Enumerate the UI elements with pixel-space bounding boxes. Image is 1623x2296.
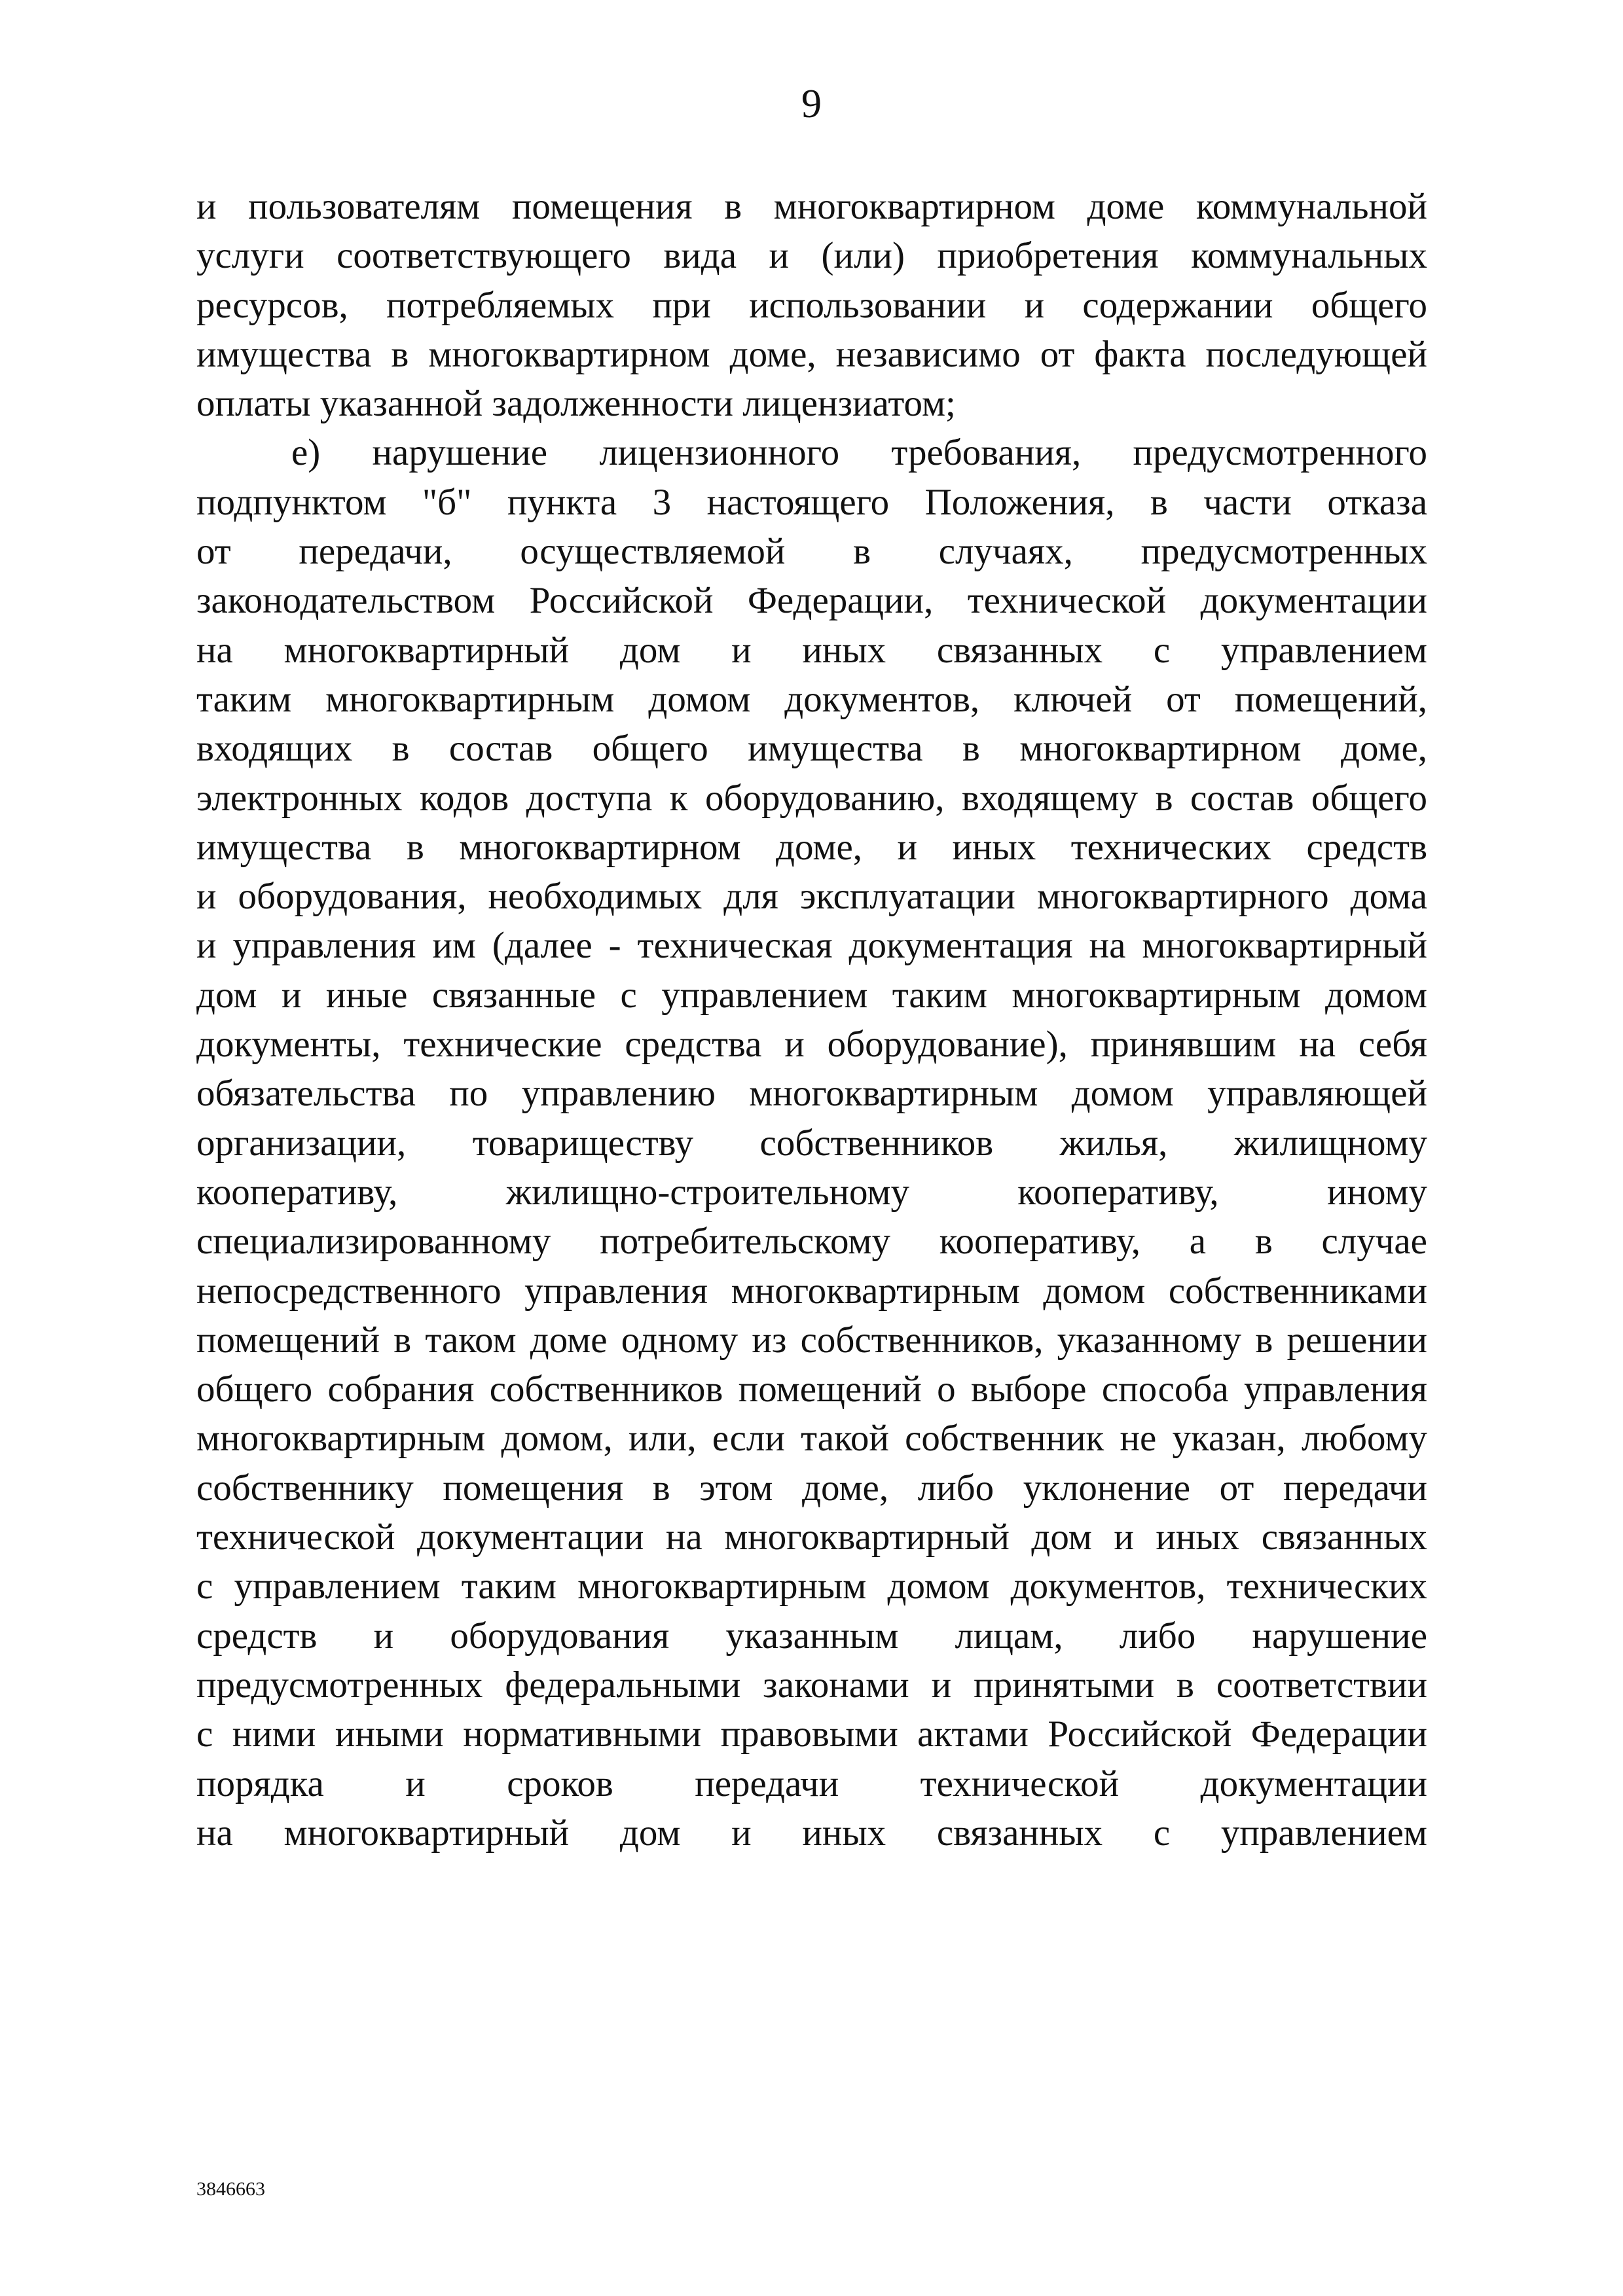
text-line: на многоквартирный дом и иных связанных с управлением [196, 1812, 1427, 1854]
text-line: входящих в состав общего имущества в многоквартирном доме, [196, 728, 1427, 770]
text-line: е) нарушение лицензионного требования, предусмотренного [291, 432, 1427, 474]
document-code: 3846663 [196, 2178, 265, 2200]
text-line: кооперативу, жилищно-строительному кооперативу, иному [196, 1171, 1427, 1213]
text-line: законодательством Российской Федерации, технической документации [196, 580, 1427, 622]
text-line: и управления им (далее - техническая документация на многоквартирный [196, 925, 1427, 967]
text-line: помещений в таком доме одному из собственников, указанному в решении [196, 1319, 1427, 1361]
paragraph [196, 182, 1427, 428]
text-line: собственнику помещения в этом доме, либо уклонение от передачи [196, 1467, 1427, 1509]
text-line: имущества в многоквартирном доме, независимо от факта последующей [196, 333, 1427, 375]
text-line: таким многоквартирным домом документов, ключей от помещений, [196, 678, 1427, 720]
text-line: электронных кодов доступа к оборудованию, входящему в состав общего [196, 777, 1427, 819]
text-line: и оборудования, необходимых для эксплуатации многоквартирного дома [196, 876, 1427, 918]
text-line: организации, товариществу собственников жилья, жилищному [196, 1122, 1427, 1164]
text-line: ресурсов, потребляемых при использовании и содержании общего [196, 284, 1427, 326]
text-line: от передачи, осуществляемой в случаях, предусмотренных [196, 531, 1427, 573]
text-line: общего собрания собственников помещений о выборе способа управления [196, 1369, 1427, 1410]
text-line: дом и иные связанные с управлением таким многоквартирным домом [196, 974, 1427, 1016]
text-line: с управлением таким многоквартирным домом документов, технических [196, 1566, 1427, 1607]
text-line: средств и оборудования указанным лицам, либо нарушение [196, 1615, 1427, 1657]
text-line: на многоквартирный дом и иных связанных с управлением [196, 629, 1427, 671]
text-line: обязательства по управлению многоквартирным домом управляющей [196, 1073, 1427, 1115]
text-line: услуги соответствующего вида и (или) приобретения коммунальных [196, 235, 1427, 277]
text-line: порядка и сроков передачи технической документации [196, 1763, 1427, 1804]
text-line: с ними иными нормативными правовыми актами Российской Федерации [196, 1713, 1427, 1755]
text-line: документы, технические средства и оборудование), принявшим на себя [196, 1024, 1427, 1066]
text-line: подпунктом "б" пункта 3 настоящего Положения, в части отказа [196, 481, 1427, 523]
text-line: многоквартирным домом, или, если такой собственник не указан, любому [196, 1418, 1427, 1460]
text-line: специализированному потребительскому кооперативу, а в случае [196, 1221, 1427, 1263]
text-line: предусмотренных федеральными законами и принятыми в соответствии [196, 1664, 1427, 1706]
text-line: оплаты указанной задолженности лицензиатом; [196, 383, 956, 425]
page-number: 9 [801, 82, 822, 126]
document-body [196, 182, 1427, 1857]
text-line: непосредственного управления многоквартирным домом собственниками [196, 1270, 1427, 1312]
text-line: и пользователям помещения в многоквартирном доме коммунальной [196, 186, 1427, 227]
paragraph [196, 428, 1427, 1857]
text-line: имущества в многоквартирном доме, и иных технических средств [196, 826, 1427, 868]
text-line: технической документации на многоквартирный дом и иных связанных [196, 1516, 1427, 1558]
